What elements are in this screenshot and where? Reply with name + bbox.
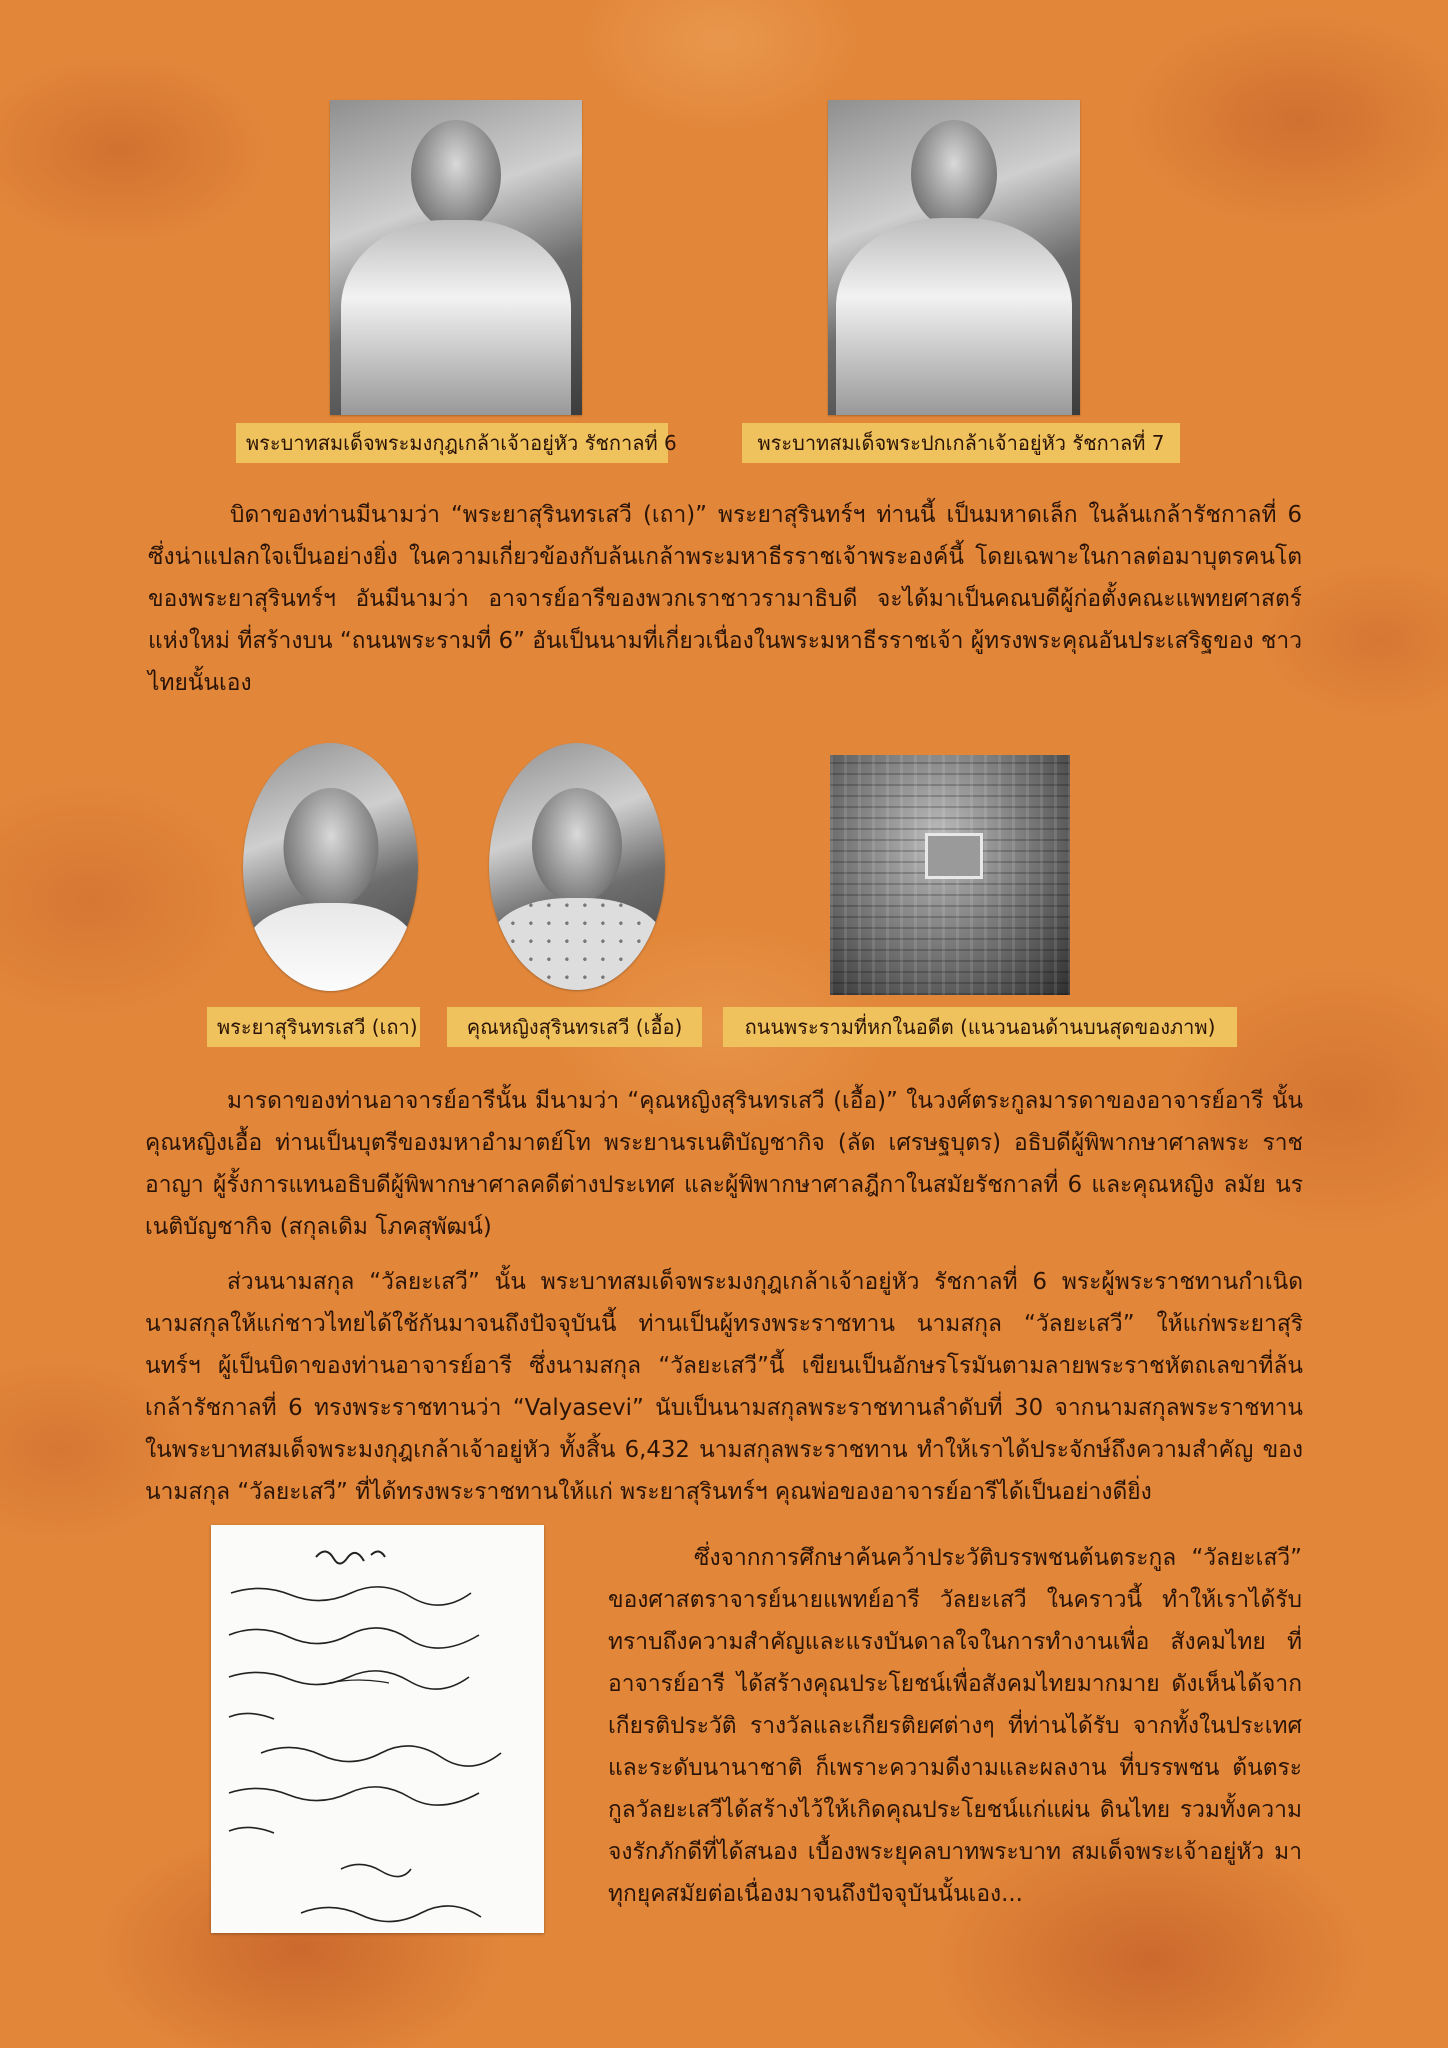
road-rama6-aerial-photo [830, 755, 1070, 995]
king-rama7-photo [828, 100, 1080, 415]
paragraph-surname-text: ส่วนนามสกุล “วัลยะเสวี” นั้น พระบาทสมเด็จพระมงกุฎเกล้าเจ้าอยู่หัว รัชกาลที่ 6 พระผู้พระราชทานกำเนิด นามสกุลให้แก่ชาวไทยได้ใช้กันมาจนถึงปัจจุบันนี้ ท่านเป็นผู้ทรงพระราชทาน นามสกุล “วัลยะเสวี” ให้แก่พระยาสุริ นทร์ฯ ผู้เป็นบิดาของท่านอาจารย์อารี ซึ่งนามสกุล “วัลยะเสวี”นี้ เขียนเป็นอักษรโรมันตามลายพระราชหัตถเลขาที่ล้น เกล้ารัชกาลที่ 6 ทรงพระราชทานว่า “Valyasevi” นับเป็นนามสกุลพระราชทานลำดับที่ 30 จากนามสกุลพระราชทาน ในพระบาทสมเด็จพระมงกุฎเกล้าเจ้าอยู่หัว ทั้งสิ้น 6,432 นามสกุลพระราชทาน ทำให้เราได้ประจักษ์ถึงความสำคัญ ของนามสกุล “วัลยะเสวี” ที่ได้ทรงพระราชทานให้แก่ พระยาสุรินทร์ฯ คุณพ่อของอาจารย์อารีได้เป็นอย่างดียิ่ง [145, 1269, 1303, 1505]
paragraph-surname [145, 1261, 1303, 1513]
paragraph-conclusion [608, 1537, 1302, 1915]
building-block [925, 833, 983, 879]
handwriting-strokes [211, 1525, 544, 1933]
mother-photo [489, 743, 665, 990]
paragraph-father [148, 494, 1302, 704]
king-rama7-caption: พระบาทสมเด็จพระปกเกล้าเจ้าอยู่หัว รัชกาลที่ 7 [742, 423, 1180, 463]
father-caption: พระยาสุรินทรเสวี (เถา) [207, 1007, 420, 1047]
mother-caption: คุณหญิงสุรินทรเสวี (เอื้อ) [447, 1007, 702, 1047]
king-rama6-caption: พระบาทสมเด็จพระมงกุฎเกล้าเจ้าอยู่หัว รัชกาลที่ 6 [236, 423, 668, 463]
paragraph-father-text: บิดาของท่านมีนามว่า “พระยาสุรินทรเสวี (เถา)” พระยาสุรินทร์ฯ ท่านนี้ เป็นมหาดเล็ก ในล้นเกล้ารัชกาลที่ 6 ซึ่งน่าแปลกใจเป็นอย่างยิ่ง ในความเกี่ยวข้องกับล้นเกล้าพระมหาธีรราชเจ้าพระองค์นี้ โดยเฉพาะในกาลต่อมาบุตรคนโต ของพระยาสุรินทร์ฯ อันมีนามว่า อาจารย์อารีของพวกเราชาวรามาธิบดี จะได้มาเป็นคณบดีผู้ก่อตั้งคณะแพทยศาสตร์ แห่งใหม่ ที่สร้างบน “ถนนพระรามที่ 6” อันเป็นนามที่เกี่ยวเนื่องในพระมหาธีรราชเจ้า ผู้ทรงพระคุณอันประเสริฐของ ชาวไทยนั้นเอง [148, 502, 1302, 696]
paragraph-mother-text: มารดาของท่านอาจารย์อารีนั้น มีนามว่า “คุณหญิงสุรินทรเสวี (เอื้อ)” ในวงศ์ตระกูลมารดาของอาจารย์อารี นั้น คุณหญิงเอื้อ ท่านเป็นบุตรีของมหาอำมาตย์โท พระยานรเนติบัญชากิจ (ลัด เศรษฐบุตร) อธิบดีผู้พิพากษาศาลพระ ราชอาญา ผู้รั้งการแทนอธิบดีผู้พิพากษาศาลคดีต่างประเทศ และผู้พิพากษาศาลฎีกาในสมัยรัชกาลที่ 6 และคุณหญิง ลมัย นรเนติบัญชากิจ (สกุลเดิม โภคสุพัฒน์) [145, 1088, 1303, 1240]
road-caption: ถนนพระรามที่หกในอดีต (แนวนอนด้านบนสุดของภาพ) [723, 1007, 1237, 1047]
king-rama6-photo [330, 100, 582, 415]
paragraph-conclusion-text: ซึ่งจากการศึกษาค้นคว้าประวัติบรรพชนต้นตระกูล “วัลยะเสวี” ของศาสตราจารย์นายแพทย์อารี วัลยะเสวี ในคราวนี้ ทำให้เราได้รับทราบถึงความสำคัญและแรงบันดาลใจในการทำงานเพื่อ สังคมไทย ที่อาจารย์อารี ได้สร้างคุณประโยชน์เพื่อสังคมไทยมากมาย ดังเห็นได้จากเกียรติประวัติ รางวัลและเกียรติยศต่างๆ ที่ท่านได้รับ จากทั้งในประเทศและระดับนานาชาติ ก็เพราะความดีงามและผลงาน ที่บรรพชน ต้นตระกูลวัลยะเสวีได้สร้างไว้ให้เกิดคุณประโยชน์แก่แผ่น ดินไทย รวมทั้งความจงรักภักดีที่ได้สนอง เบื้องพระยุคลบาทพระบาท สมเด็จพระเจ้าอยู่หัว มาทุกยุคสมัยต่อเนื่องมาจนถึงปัจจุบันนั้นเอง... [608, 1545, 1302, 1907]
paragraph-mother [145, 1080, 1303, 1248]
royal-handwritten-letter [211, 1525, 544, 1933]
father-photo [243, 743, 418, 991]
